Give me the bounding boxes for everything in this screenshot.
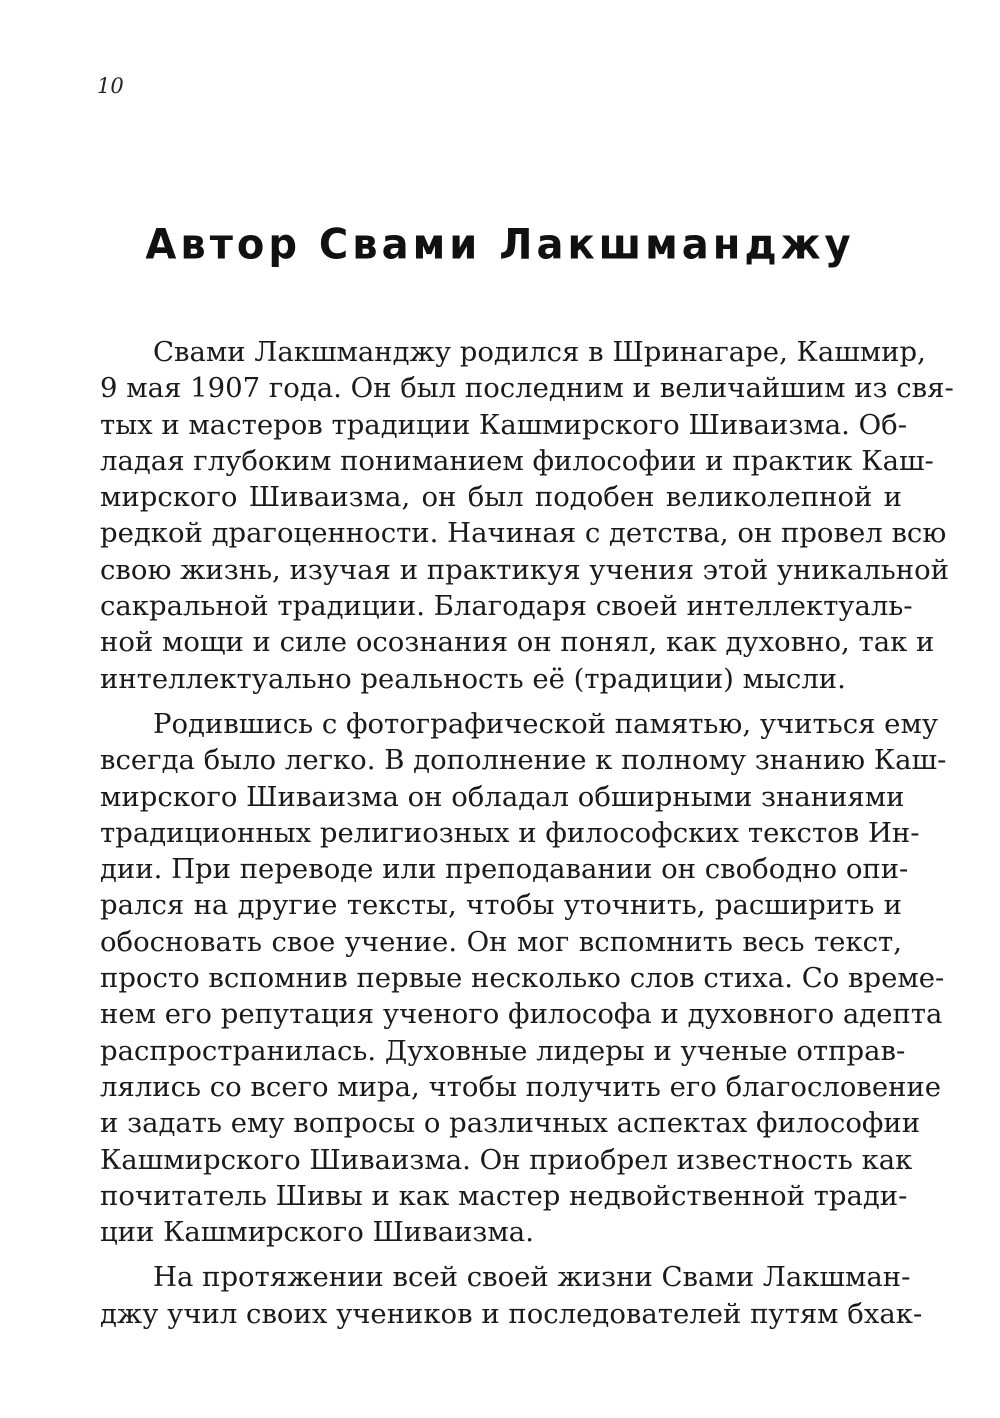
text-line: нем его репутация ученого философа и духовного адепта [100,998,943,1031]
text-line: рался на другие тексты, чтобы уточнить, расширить и [100,889,902,922]
page-number: 10 [97,74,124,98]
body-text [100,334,954,1341]
paragraph [100,334,954,697]
text-line: Родившись с фотографической памятью, учиться ему [153,707,939,740]
text-line: джу учил своих учеников и последователей путям бхак- [100,1297,923,1330]
chapter-title: Автор Свами Лакшманджу [145,220,855,270]
text-line: Кашмирского Шиваизма. Он приобрел известность как [100,1143,913,1176]
text-line: ладая глубоким пониманием философии и практик Каш- [100,444,934,477]
text-line: интеллектуально реальность её (традиции) мысли. [100,662,846,695]
text-line: Свами Лакшманджу родился в Шринагаре, Кашмир, [153,336,926,368]
text-line: редкой драгоценности. Начиная с детства, он провел всю [100,517,947,550]
text-line: лялись со всего мира, чтобы получить его благословение [100,1070,942,1103]
text-line: и задать ему вопросы о различных аспектах философии [100,1107,921,1140]
paragraph [100,706,947,1250]
text-line: распространилась. Духовные лидеры и ученые отправ- [100,1034,906,1067]
text-line: сакральной традиции. Благодаря своей интеллектуаль- [100,590,913,623]
text-line: мирского Шиваизма, он был подобен великолепной и [100,481,902,514]
text-line: 9 мая 1907 года. Он был последним и величайшим из свя- [100,372,954,405]
paragraph [100,1259,923,1332]
text-line: почитатель Шивы и как мастер недвойственной тради- [100,1179,908,1212]
text-line: На протяжении всей своей жизни Свами Лакшман- [153,1261,911,1294]
text-line: ции Кашмирского Шиваизма. [100,1216,534,1249]
text-line: мирского Шиваизма он обладал обширными знаниями [100,780,905,813]
text-line: тых и мастеров традиции Кашмирского Шиваизма. Об- [100,408,908,441]
text-line: ной мощи и силе осознания он понял, как духовно, так и [100,626,935,659]
text-line: всегда было легко. В дополнение к полному знанию Каш- [100,744,947,777]
text-line: дии. При переводе или преподавании он свободно опи- [100,853,909,886]
text-line: обосновать свое учение. Он мог вспомнить весь текст, [100,925,902,958]
text-line: традиционных религиозных и философских текстов Ин- [100,816,920,849]
text-line: просто вспомнив первые несколько слов стиха. Со време- [100,962,945,995]
text-line: свою жизнь, изучая и практикуя учения этой уникальной [100,553,949,586]
